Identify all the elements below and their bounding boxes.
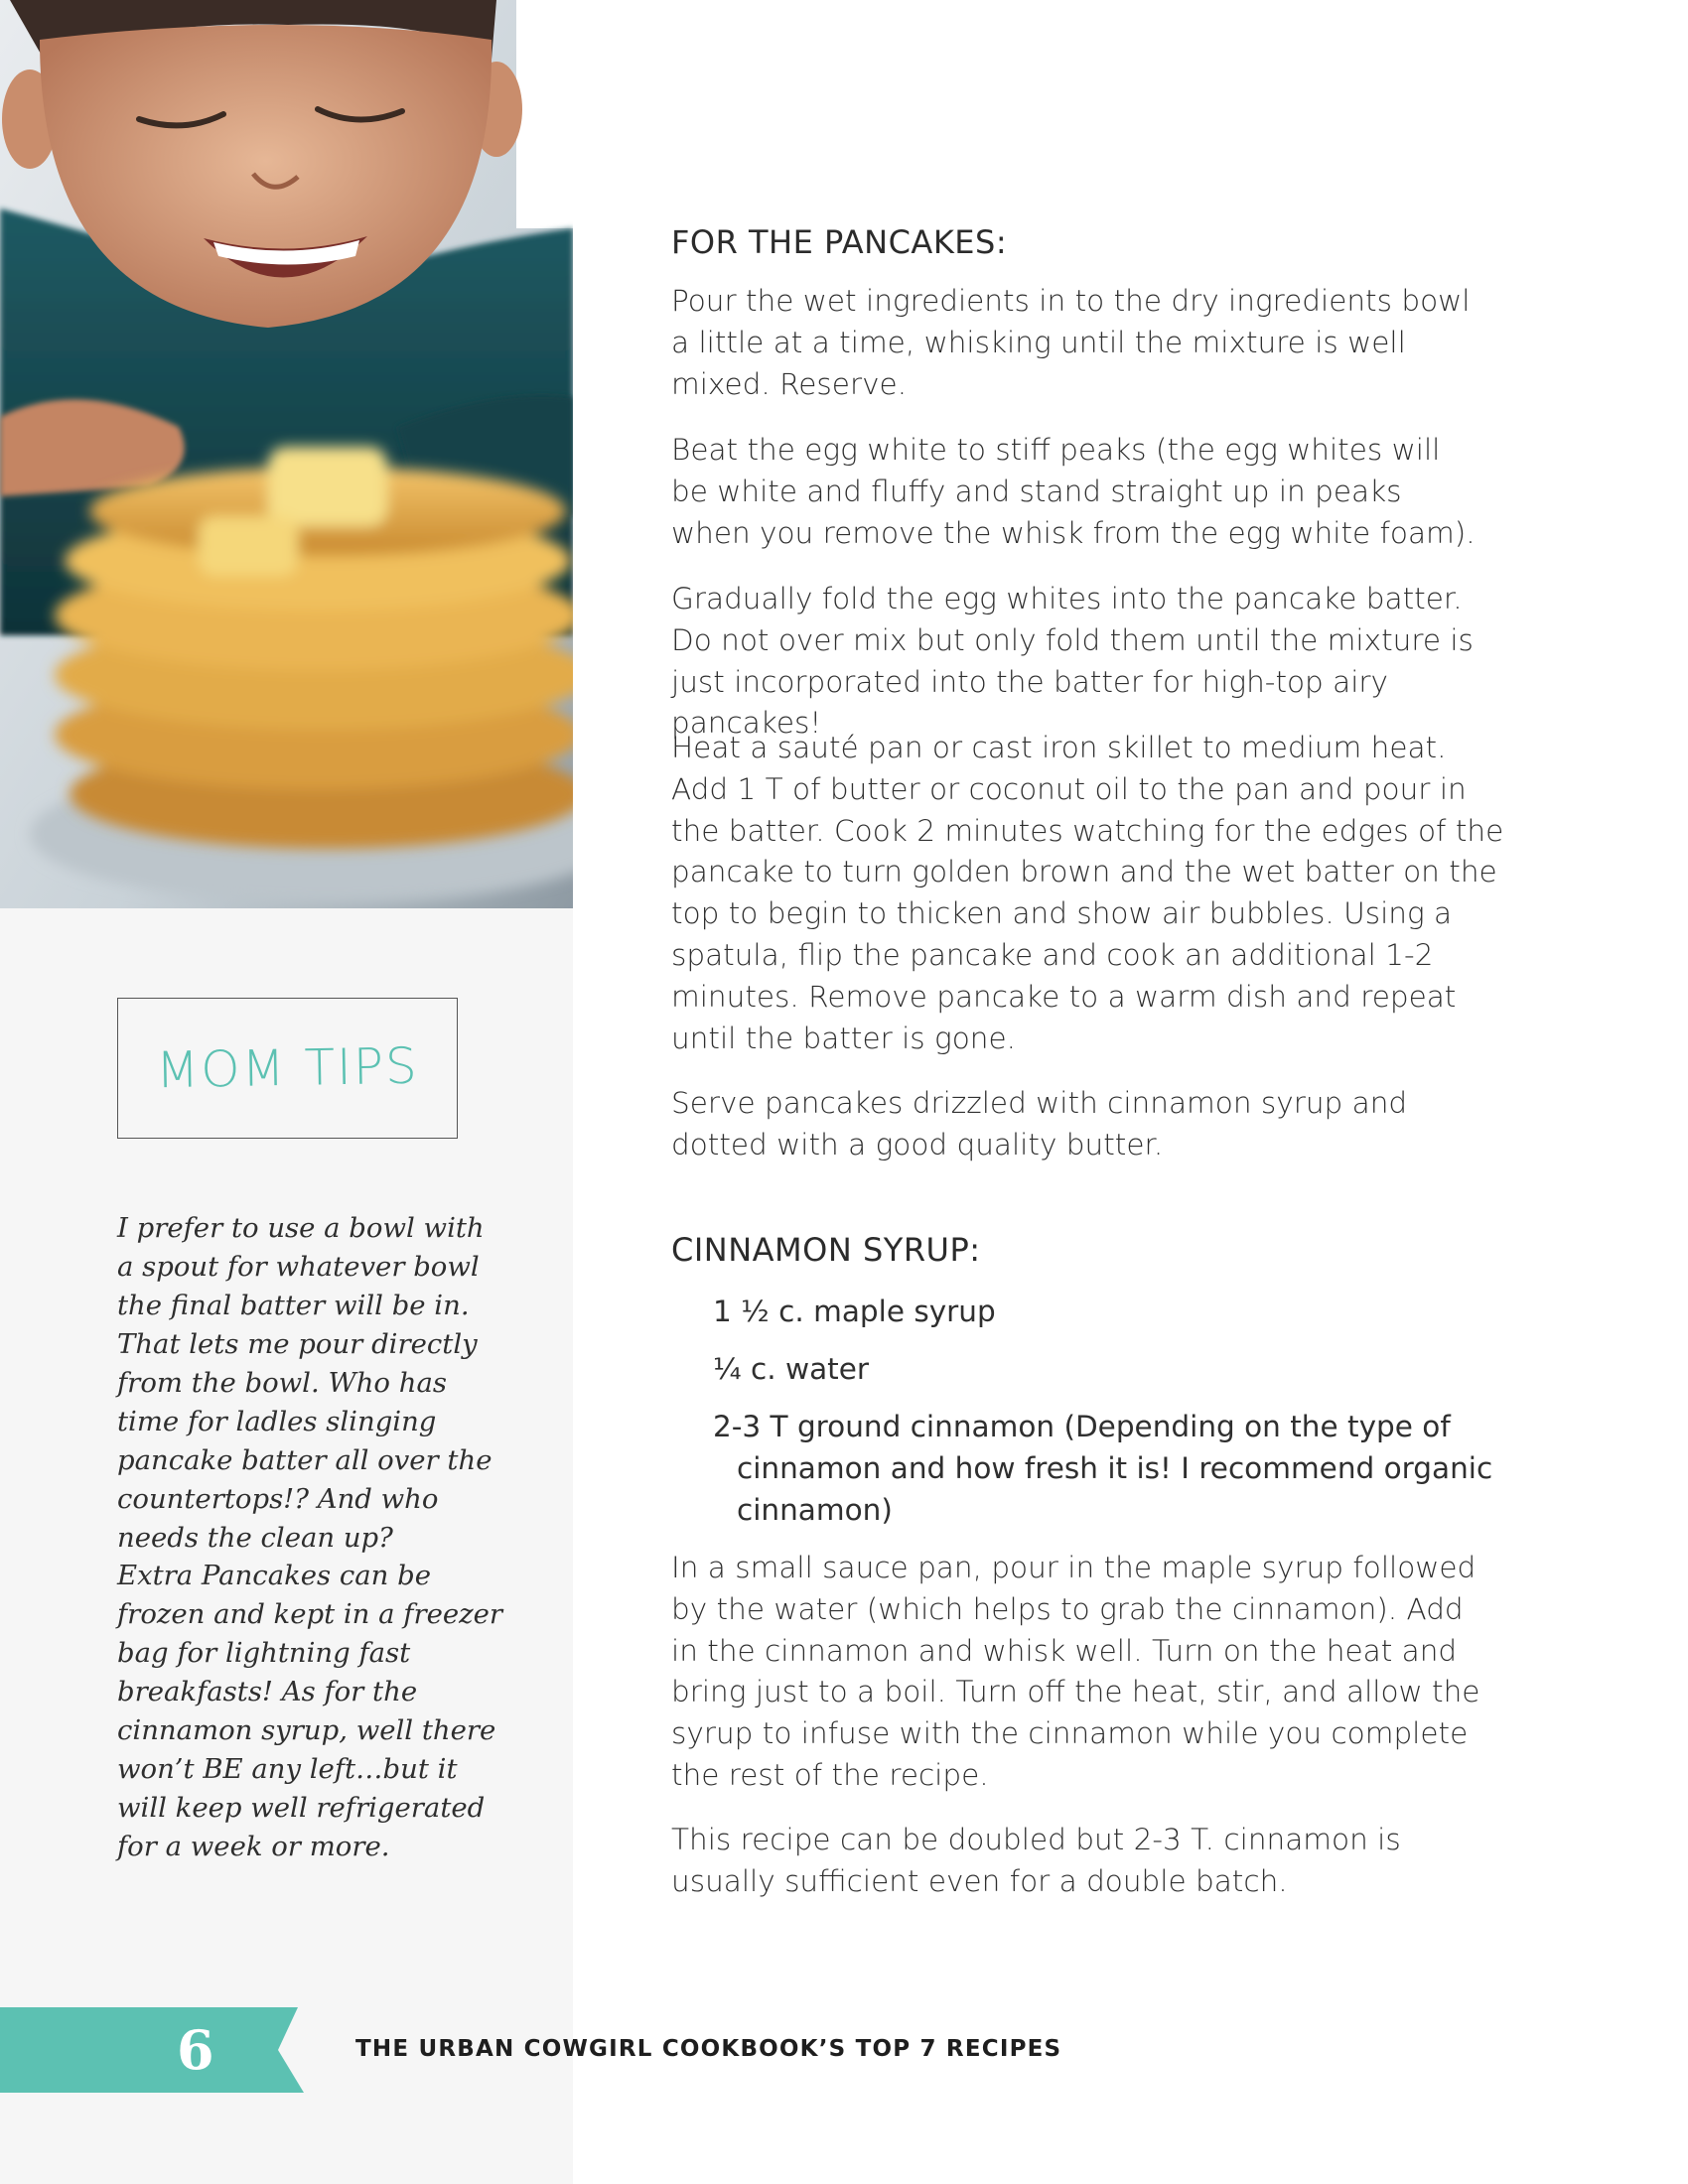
photo-illustration	[0, 0, 573, 908]
mom-tip-paragraph: Extra Pancakes can be frozen and kept in a freezer bag for lightning fast breakfasts! As for the cinnamon syrup, well there won’t BE any left…but it will keep well refrigerated for a week or more.	[117, 1560, 503, 1862]
pancake-step: Serve pancakes drizzled with cinnamon syrup and dotted with a good quality butter.	[671, 1086, 1408, 1161]
pancake-step: Beat the egg white to stiff peaks (the egg whites will be white and fluffy and stand straight up in peaks when you remove the whisk from the egg white foam).	[671, 433, 1476, 550]
page-number: 6	[177, 2018, 214, 2082]
syrup-ingredient: 1 ½ c. maple syrup	[713, 1295, 996, 1328]
syrup-step: In a small sauce pan, pour in the maple syrup followed by the water (which helps to grab the cinnamon). Add in the cinnamon and whisk well. Turn on the heat and bring just to a boil. Turn off the heat, stir, and allow the syrup to infuse with the cinnamon while you complete the rest of the recipe.	[671, 1551, 1480, 1792]
syrup-ingredient: 2-3 T ground cinnamon (Depending on the type of cinnamon and how fresh it is! I recommend organic cinnamon)	[713, 1410, 1493, 1527]
pancake-step: Gradually fold the egg whites into the pancake batter. Do not over mix but only fold them until the mixture is just incorporated into the batter for high-top airy pancakes!	[671, 582, 1474, 741]
pancakes-heading: FOR THE PANCAKES:	[671, 223, 1008, 261]
syrup-heading: CINNAMON SYRUP:	[671, 1231, 981, 1269]
page-number-ribbon	[0, 2007, 304, 2093]
pancake-step: Pour the wet ingredients in to the dry ingredients bowl a little at a time, whisking until the mixture is well mixed. Reserve.	[671, 284, 1471, 401]
syrup-step: This recipe can be doubled but 2-3 T. cinnamon is usually sufficient even for a double batch.	[671, 1823, 1401, 1898]
boy-with-pancakes-photo	[0, 0, 573, 908]
syrup-ingredient: ¼ c. water	[713, 1352, 869, 1386]
mom-tip-paragraph: I prefer to use a bowl with a spout for whatever bowl the final batter will be in. That lets me pour directly from the bowl. Who has time for ladles slinging pancake batter all over the countertops!? And who needs the clean up?	[117, 1212, 492, 1554]
pancake-step: Heat a sauté pan or cast iron skillet to medium heat. Add 1 T of butter or coconut oil to the pan and pour in the batter. Cook 2 minutes watching for the edges of the pancake to turn golden brown and the wet batter on the top to begin to thicken and show air bubbles. Using a spatula, flip the pancake and cook an additional 1-2 minutes. Remove pancake to a warm dish and repeat until the batter is gone.	[671, 731, 1504, 1055]
mom-tips-title: MOM TIPS	[155, 1036, 420, 1100]
mom-tips-box	[117, 998, 458, 1139]
book-title-footer: THE URBAN COWGIRL COOKBOOK’S TOP 7 RECIPES	[355, 2036, 1062, 2062]
